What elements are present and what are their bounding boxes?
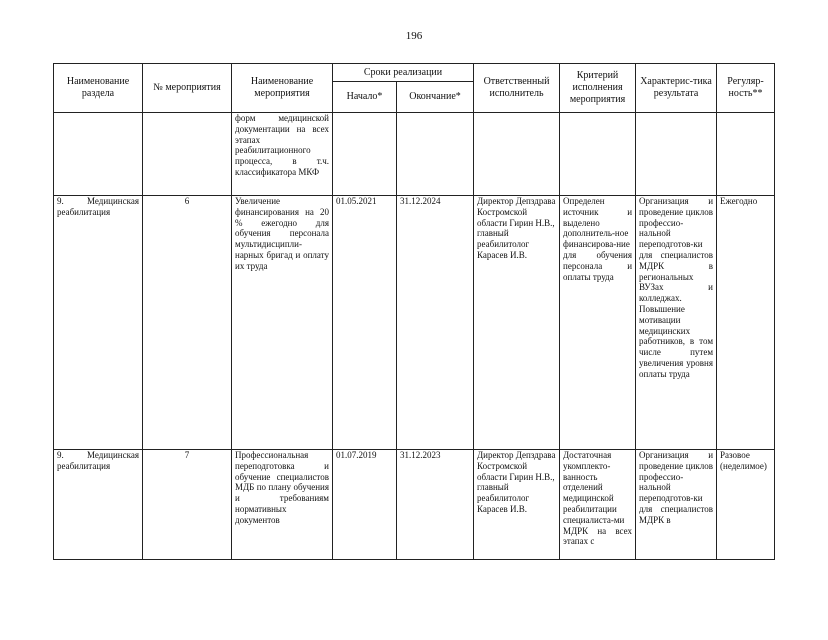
header-start: Начало* [333, 82, 397, 113]
cell-regularity: Разовое (неделимое) [717, 450, 775, 560]
cell-number: 7 [143, 450, 232, 560]
cell-event-name: форм медицинской документации на всех этапах реабилитационного процесса, в т.ч. классификатора МКФ [232, 113, 333, 196]
header-event-name: Наименование мероприятия [232, 64, 333, 113]
cell-event-name: Увеличение финансирования на 20 % ежегодно для обучения персонала мультидисципли-нарных бригад и оплату их труда [232, 196, 333, 450]
cell-responsible [474, 113, 560, 196]
cell-section: 9. Медицинская реабилитация [54, 450, 143, 560]
cell-event-name: Профессиональная переподготовка и обучение специалистов МДБ по плану обучения и требованиям нормативных документов [232, 450, 333, 560]
cell-start [333, 113, 397, 196]
table-row [54, 450, 775, 560]
header-result: Характерис-тика результата [636, 64, 717, 113]
cell-regularity [717, 113, 775, 196]
table-row [54, 196, 775, 450]
cell-number: 6 [143, 196, 232, 450]
cell-result [636, 113, 717, 196]
header-criterion: Критерий исполнения мероприятия [560, 64, 636, 113]
cell-responsible: Директор Депздрава Костромской области Гирин Н.В., главный реабилитолог Карасев И.В. [474, 450, 560, 560]
action-plan-table [53, 63, 775, 560]
header-section-name: Наименование раздела [54, 64, 143, 113]
cell-responsible: Директор Депздрава Костромской области Гирин Н.В., главный реабилитолог Карасев И.В. [474, 196, 560, 450]
header-end: Окончание* [397, 82, 474, 113]
cell-end [397, 113, 474, 196]
cell-end: 31.12.2023 [397, 450, 474, 560]
header-regularity: Регуляр-ность** [717, 64, 775, 113]
cell-number [143, 113, 232, 196]
cell-criterion [560, 113, 636, 196]
header-terms: Сроки реализации [333, 64, 474, 82]
header-event-number: № мероприятия [143, 64, 232, 113]
cell-result: Организация и проведение циклов профессио-нальной переподготов-ки для специалистов МДРК в региональных ВУЗах и колледжах. Повышение мотивации медицинских работников, в том числе путем увеличения уровня оплаты труда [636, 196, 717, 450]
cell-criterion: Достаточная укомплекто-ванность отделений медицинской реабилитации специалиста-ми МДРК на всех этапах с [560, 450, 636, 560]
cell-section [54, 113, 143, 196]
cell-regularity: Ежегодно [717, 196, 775, 450]
cell-end: 31.12.2024 [397, 196, 474, 450]
table-row [54, 113, 775, 196]
cell-start: 01.07.2019 [333, 450, 397, 560]
header-responsible: Ответственный исполнитель [474, 64, 560, 113]
cell-section: 9. Медицинская реабилитация [54, 196, 143, 450]
cell-result: Организация и проведение циклов профессио-нальной переподготов-ки для специалистов МДРК в [636, 450, 717, 560]
cell-criterion: Определен источник и выделено дополнитель-ное финансирова-ние для обучения персонала и оплаты труда [560, 196, 636, 450]
cell-start: 01.05.2021 [333, 196, 397, 450]
page-number: 196 [405, 30, 423, 42]
